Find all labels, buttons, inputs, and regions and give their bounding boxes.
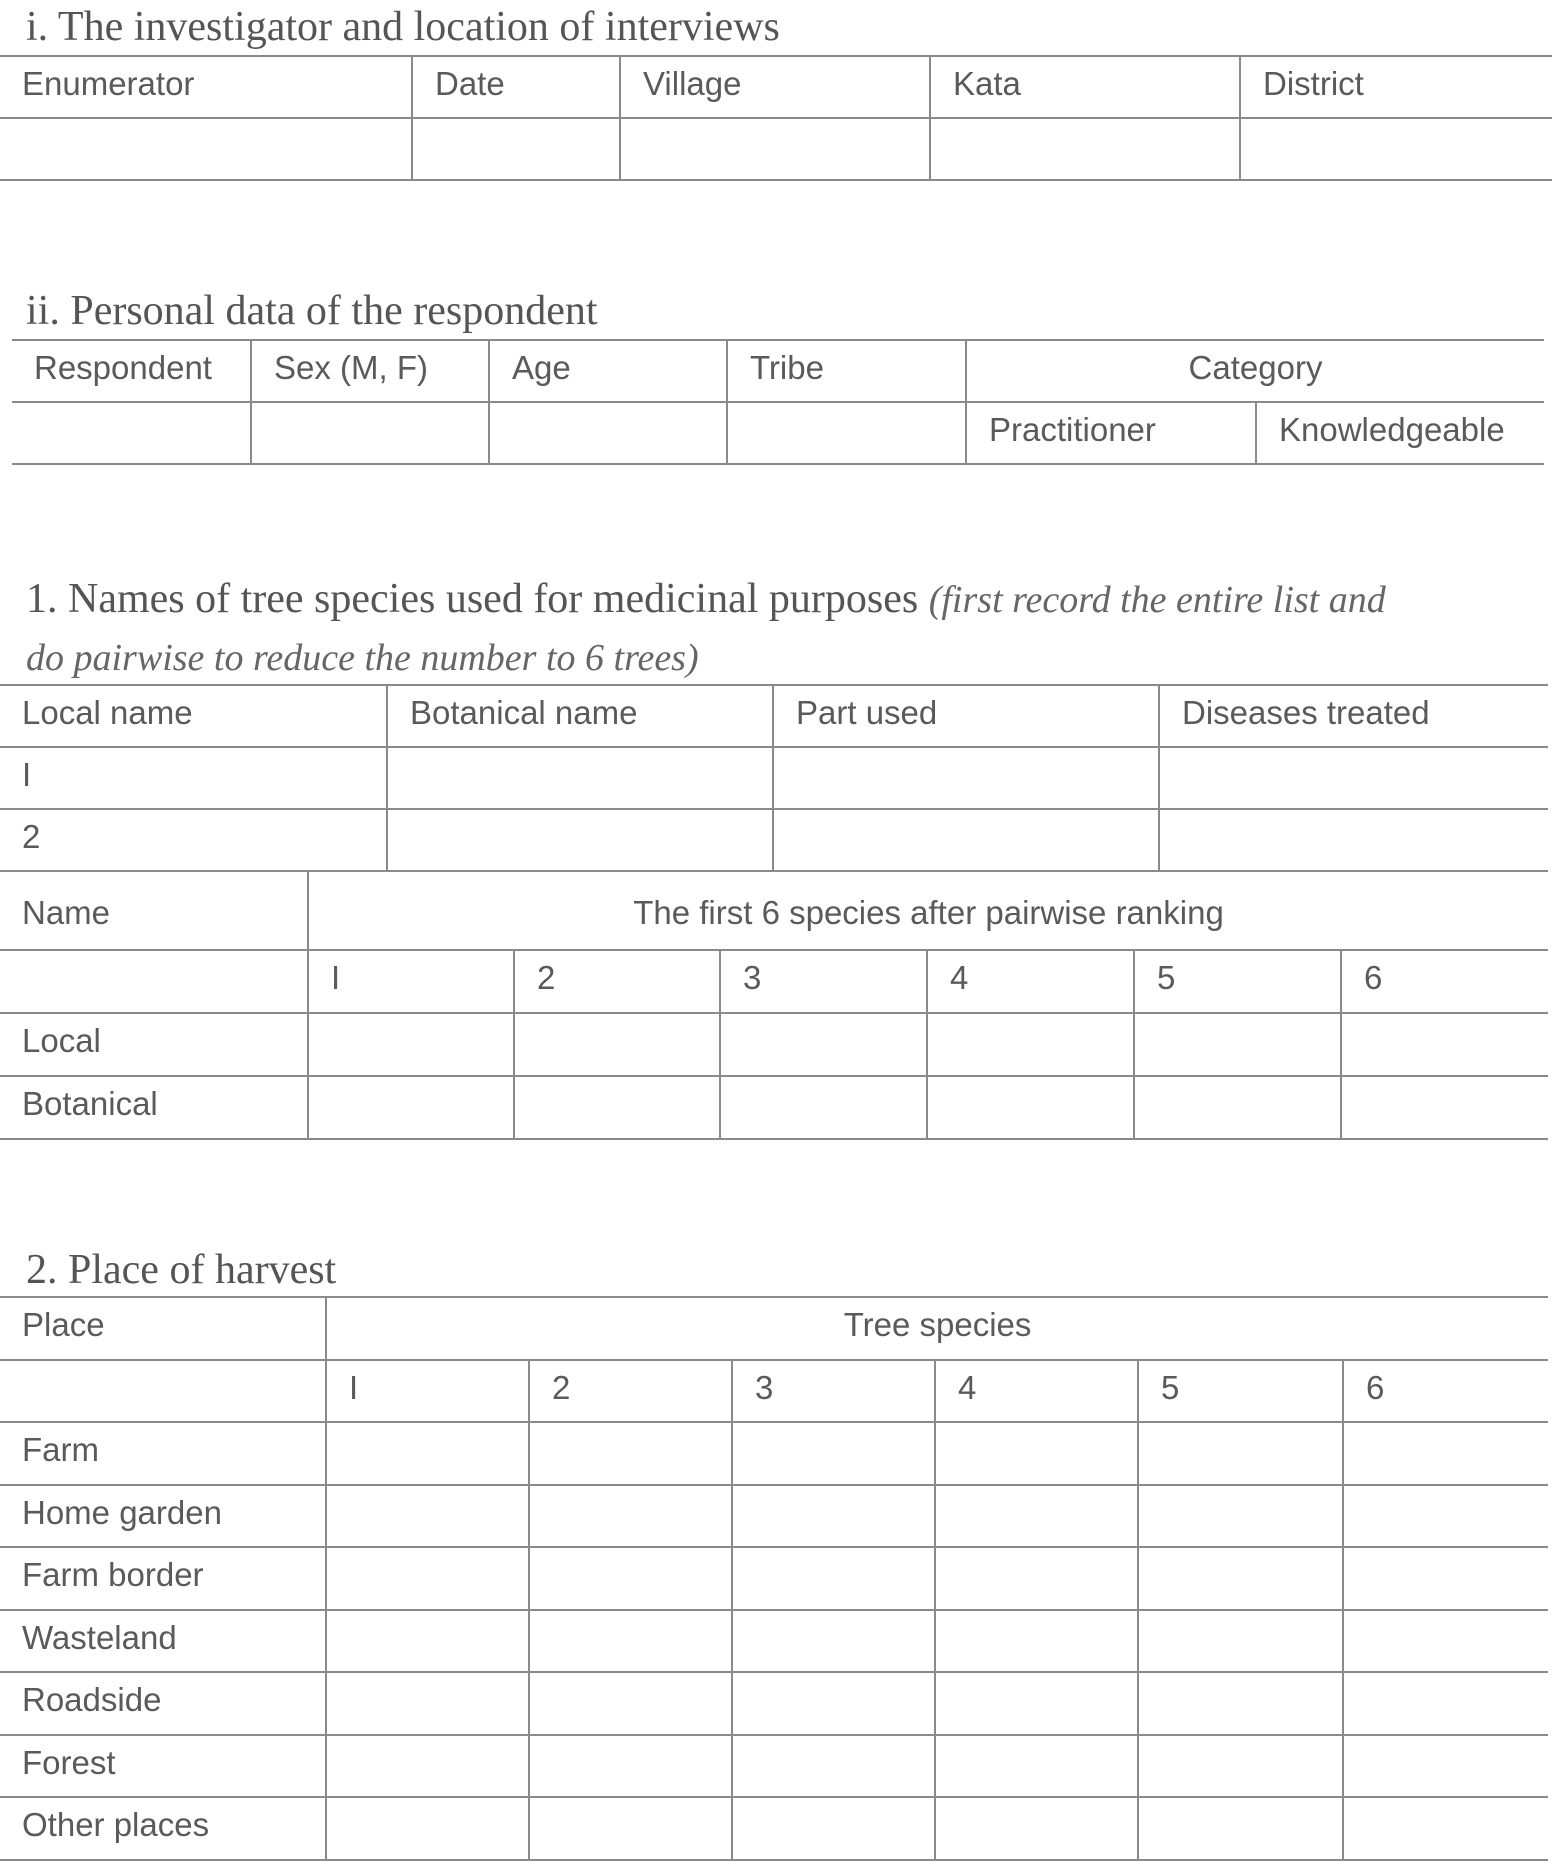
empty-cell[interactable]	[308, 1076, 514, 1139]
table-header-row	[0, 1297, 1548, 1360]
table-row	[0, 1485, 1548, 1547]
subheader-practitioner: Practitioner	[966, 402, 1256, 464]
empty-cell[interactable]	[514, 1076, 720, 1139]
empty-cell[interactable]	[387, 809, 773, 871]
column-header-age: Age	[489, 340, 727, 402]
row-label-local: Local	[0, 1013, 308, 1076]
empty-cell[interactable]	[251, 402, 489, 464]
column-header-tribe: Tribe	[727, 340, 966, 402]
species-number: 2	[529, 1360, 732, 1422]
empty-cell	[0, 1360, 326, 1422]
column-header-local-name: Local name	[0, 685, 387, 747]
row-number: I	[0, 747, 387, 809]
row-label-farm-border: Farm border	[0, 1547, 326, 1610]
section-1-heading	[26, 572, 1386, 627]
empty-cell[interactable]	[308, 1013, 514, 1076]
empty-cell[interactable]	[1343, 1735, 1548, 1797]
empty-cell[interactable]	[1159, 809, 1548, 871]
empty-cell[interactable]	[935, 1672, 1138, 1735]
empty-cell[interactable]	[326, 1610, 529, 1672]
section-ii-heading: ii. Personal data of the respondent	[26, 288, 598, 334]
empty-cell[interactable]	[326, 1672, 529, 1735]
empty-cell[interactable]	[720, 1076, 927, 1139]
column-header-tree-species: Tree species	[326, 1297, 1548, 1360]
table-row	[0, 1013, 1548, 1076]
empty-cell[interactable]	[1343, 1672, 1548, 1735]
empty-cell[interactable]	[0, 118, 412, 180]
empty-cell[interactable]	[935, 1797, 1138, 1860]
table-row	[0, 809, 1548, 871]
empty-cell[interactable]	[514, 1013, 720, 1076]
empty-cell[interactable]	[720, 1013, 927, 1076]
empty-cell[interactable]	[1341, 1013, 1548, 1076]
column-header-enumerator: Enumerator	[0, 56, 412, 118]
table-row	[0, 1735, 1548, 1797]
table-row	[0, 1610, 1548, 1672]
column-header-diseases-treated: Diseases treated	[1159, 685, 1548, 747]
column-header-category: Category	[966, 340, 1544, 402]
empty-cell[interactable]	[620, 118, 930, 180]
empty-cell[interactable]	[12, 402, 251, 464]
empty-cell[interactable]	[529, 1797, 732, 1860]
species-number: 5	[1138, 1360, 1343, 1422]
empty-cell[interactable]	[732, 1672, 935, 1735]
section-1-note-part2: do pairwise to reduce the number to 6 trees)	[26, 637, 699, 679]
empty-cell[interactable]	[773, 747, 1159, 809]
empty-cell[interactable]	[935, 1547, 1138, 1610]
empty-cell[interactable]	[732, 1797, 935, 1860]
harvest-place-table	[0, 1296, 1548, 1861]
table-row	[0, 1672, 1548, 1735]
row-label-forest: Forest	[0, 1735, 326, 1797]
species-number: 3	[720, 950, 927, 1013]
table-row	[0, 118, 1552, 180]
species-number: 6	[1341, 950, 1548, 1013]
empty-cell	[0, 950, 308, 1013]
medicinal-species-table	[0, 684, 1548, 872]
table-header-row	[0, 1360, 1548, 1422]
row-number: 2	[0, 809, 387, 871]
empty-cell[interactable]	[1138, 1547, 1343, 1610]
empty-cell[interactable]	[1138, 1735, 1343, 1797]
row-label-roadside: Roadside	[0, 1672, 326, 1735]
empty-cell[interactable]	[529, 1422, 732, 1485]
empty-cell[interactable]	[529, 1735, 732, 1797]
species-number: I	[326, 1360, 529, 1422]
empty-cell[interactable]	[1138, 1485, 1343, 1547]
empty-cell[interactable]	[1138, 1797, 1343, 1860]
column-header-place: Place	[0, 1297, 326, 1360]
empty-cell[interactable]	[1138, 1422, 1343, 1485]
empty-cell[interactable]	[1343, 1547, 1548, 1610]
column-header-part-used: Part used	[773, 685, 1159, 747]
empty-cell[interactable]	[326, 1797, 529, 1860]
species-number: 3	[732, 1360, 935, 1422]
row-label-home-garden: Home garden	[0, 1485, 326, 1547]
empty-cell[interactable]	[326, 1422, 529, 1485]
column-header-pairwise-ranking: The first 6 species after pairwise ranking	[308, 871, 1548, 950]
empty-cell[interactable]	[529, 1610, 732, 1672]
empty-cell[interactable]	[930, 118, 1240, 180]
species-number: 5	[1134, 950, 1341, 1013]
empty-cell[interactable]	[1343, 1797, 1548, 1860]
column-header-sex: Sex (M, F)	[251, 340, 489, 402]
empty-cell[interactable]	[529, 1547, 732, 1610]
empty-cell[interactable]	[935, 1485, 1138, 1547]
empty-cell[interactable]	[1343, 1610, 1548, 1672]
empty-cell[interactable]	[1134, 1013, 1341, 1076]
empty-cell[interactable]	[1159, 747, 1548, 809]
empty-cell[interactable]	[927, 1013, 1134, 1076]
empty-cell[interactable]	[732, 1735, 935, 1797]
subheader-knowledgeable: Knowledgeable	[1256, 402, 1544, 464]
column-header-kata: Kata	[930, 56, 1240, 118]
empty-cell[interactable]	[1343, 1485, 1548, 1547]
species-number: 2	[514, 950, 720, 1013]
column-header-name: Name	[0, 871, 308, 950]
empty-cell[interactable]	[489, 402, 727, 464]
table-row	[0, 747, 1548, 809]
respondent-table	[12, 339, 1544, 465]
table-row	[0, 1797, 1548, 1860]
row-label-wasteland: Wasteland	[0, 1610, 326, 1672]
section-i-heading: i. The investigator and location of interviews	[26, 4, 780, 50]
table-row	[0, 1076, 1548, 1139]
empty-cell[interactable]	[927, 1076, 1134, 1139]
row-label-other-places: Other places	[0, 1797, 326, 1860]
empty-cell[interactable]	[326, 1735, 529, 1797]
section-2-heading: 2. Place of harvest	[26, 1247, 337, 1293]
species-number: 6	[1343, 1360, 1548, 1422]
column-header-date: Date	[412, 56, 620, 118]
empty-cell[interactable]	[529, 1485, 732, 1547]
table-row	[0, 1547, 1548, 1610]
empty-cell[interactable]	[1138, 1610, 1343, 1672]
empty-cell[interactable]	[1240, 118, 1552, 180]
species-number: I	[308, 950, 514, 1013]
section-1-title: 1. Names of tree species used for medicinal purposes	[26, 576, 919, 622]
table-header-row	[0, 685, 1548, 747]
empty-cell[interactable]	[1341, 1076, 1548, 1139]
empty-cell[interactable]	[1138, 1672, 1343, 1735]
investigator-table	[0, 55, 1552, 181]
column-header-botanical-name: Botanical name	[387, 685, 773, 747]
column-header-village: Village	[620, 56, 930, 118]
section-1-note-line2	[26, 630, 699, 685]
empty-cell[interactable]	[732, 1547, 935, 1610]
column-header-respondent: Respondent	[12, 340, 251, 402]
empty-cell[interactable]	[326, 1547, 529, 1610]
empty-cell[interactable]	[935, 1735, 1138, 1797]
empty-cell[interactable]	[732, 1485, 935, 1547]
table-row	[12, 402, 1544, 464]
section-1-note-part1: (first record the entire list and	[928, 579, 1386, 621]
empty-cell[interactable]	[1343, 1422, 1548, 1485]
empty-cell[interactable]	[935, 1610, 1138, 1672]
empty-cell[interactable]	[1134, 1076, 1341, 1139]
pairwise-ranking-table	[0, 870, 1548, 1140]
empty-cell[interactable]	[387, 747, 773, 809]
empty-cell[interactable]	[732, 1422, 935, 1485]
empty-cell[interactable]	[412, 118, 620, 180]
row-label-farm: Farm	[0, 1422, 326, 1485]
species-number: 4	[935, 1360, 1138, 1422]
species-number: 4	[927, 950, 1134, 1013]
empty-cell[interactable]	[773, 809, 1159, 871]
empty-cell[interactable]	[732, 1610, 935, 1672]
empty-cell[interactable]	[529, 1672, 732, 1735]
table-header-row	[0, 871, 1548, 950]
row-label-botanical: Botanical	[0, 1076, 308, 1139]
table-header-row	[0, 56, 1552, 118]
table-row	[0, 1422, 1548, 1485]
column-header-district: District	[1240, 56, 1552, 118]
table-header-row	[12, 340, 1544, 402]
empty-cell[interactable]	[727, 402, 966, 464]
empty-cell[interactable]	[326, 1485, 529, 1547]
table-header-row	[0, 950, 1548, 1013]
empty-cell[interactable]	[935, 1422, 1138, 1485]
